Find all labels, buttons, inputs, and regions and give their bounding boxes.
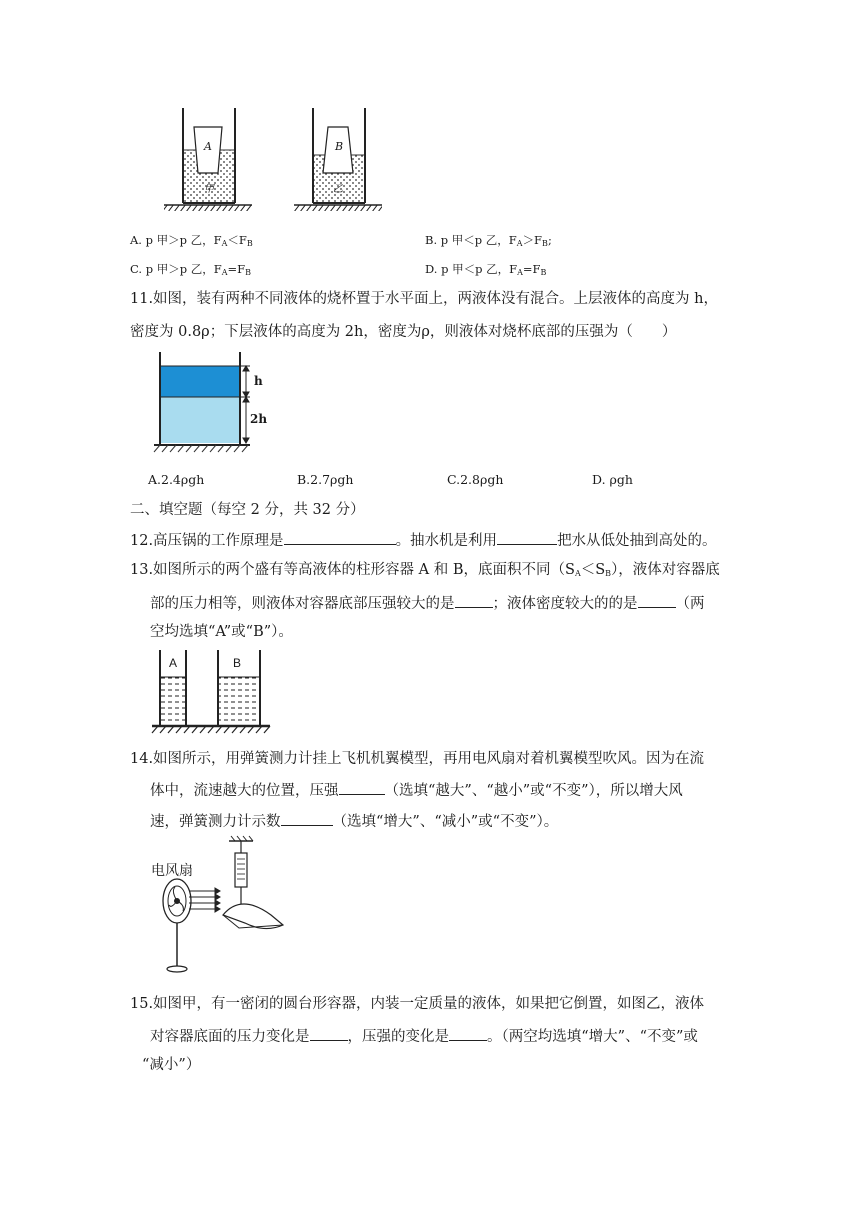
q14-line1: 14.如图所示，用弹簧测力计挂上飞机机翼模型，再用电风扇对着机翼模型吹风。因为在流 xyxy=(130,751,705,767)
section2-title: 二、填空题（每空 2 分，共 32 分） xyxy=(130,502,365,518)
q14-blank-2[interactable] xyxy=(281,810,333,826)
q11-option-d: D. ρgh xyxy=(592,472,633,487)
q11-line2: 密度为 0.8ρ；下层液体的高度为 2h，密度为ρ，则液体对烧杯底部的压强为（ ） xyxy=(130,324,677,340)
q10-option-a: A. p 甲＞p 乙，$F_A<F_B$ xyxy=(130,233,253,248)
q15-line1: 15.如图甲，有一密闭的圆台形容器，内装一定质量的液体，如果把它倒置，如图乙，液体 xyxy=(130,996,705,1012)
q14-fig-fan-label: 电风扇 xyxy=(151,863,193,879)
q14-line2: 体中，流速越大的位置，压强 （选填“越大”、“越小”或“不变”），所以增大风 xyxy=(150,779,683,801)
q14-figure xyxy=(145,835,305,980)
q12-blank-1[interactable] xyxy=(284,529,396,545)
q10-option-c: C. p 甲＞p 乙，$F_A=F_B$ xyxy=(130,262,252,277)
q11-option-c: C.2.8ρgh xyxy=(447,472,504,487)
q14-fan-wing-svg xyxy=(145,835,305,980)
q14-line3: 速，弹簧测力计示数 （选填“增大”、“减小”或“不变”）。 xyxy=(150,810,558,832)
q13-fig-label-b: B xyxy=(233,656,242,670)
q11-option-b: B.2.7ρgh xyxy=(297,472,354,487)
q15-line3: “减小”） xyxy=(142,1057,201,1073)
q11-fig-label-h: h xyxy=(254,374,263,388)
q13-line2: 部的压力相等，则液体对容器底部压强较大的是 ；液体密度较大的的是 （两 xyxy=(150,592,705,614)
q11-fig-label-2h: 2h xyxy=(250,412,268,426)
q10-fig-label-jia: 甲 xyxy=(204,184,214,195)
q15-line2: 对容器底面的压力变化是 ，压强的变化是 。（两空均选填“增大”、“不变”或 xyxy=(150,1025,698,1047)
q12-blank-2[interactable] xyxy=(497,529,557,545)
q10-option-d: D. p 甲＜p 乙，$F_A=F_B$ xyxy=(425,262,547,277)
q10-beakers-svg xyxy=(150,100,390,220)
q12-line: 12.高压锅的工作原理是 。抽水机是利用 把水从低处抽到高处的。 xyxy=(130,529,717,551)
q13-line1: 13.如图所示的两个盛有等高液体的柱形容器 A 和 B，底面积不同$(S_A<S_B)$，液体对容器底 xyxy=(130,562,720,578)
q10-fig-label-a: A xyxy=(204,140,212,153)
q15-blank-2[interactable] xyxy=(449,1025,487,1041)
q13-blank-1[interactable] xyxy=(455,592,493,608)
q13-blank-2[interactable] xyxy=(638,592,676,608)
q10-option-b: B. p 甲＜p 乙，$F_A>F_B$; xyxy=(425,233,552,248)
q13-figure xyxy=(140,645,280,735)
q13-fig-label-a: A xyxy=(169,656,178,670)
q10-figure xyxy=(150,100,390,220)
q11-line1: 11.如图，装有两种不同液体的烧杯置于水平面上，两液体没有混合。上层液体的高度为 h， xyxy=(130,291,719,307)
q10-fig-label-b: B xyxy=(335,140,344,153)
q13-containers-svg xyxy=(140,645,280,735)
q10-fig-label-yi: 乙 xyxy=(333,184,343,195)
q11-layered-beaker-svg xyxy=(150,350,280,455)
q15-blank-1[interactable] xyxy=(310,1025,348,1041)
q13-line3: 空均选填“A”或“B”）。 xyxy=(150,624,293,640)
q11-figure xyxy=(150,350,280,455)
q14-blank-1[interactable] xyxy=(339,779,385,795)
q11-option-a: A.2.4ρgh xyxy=(148,472,205,487)
